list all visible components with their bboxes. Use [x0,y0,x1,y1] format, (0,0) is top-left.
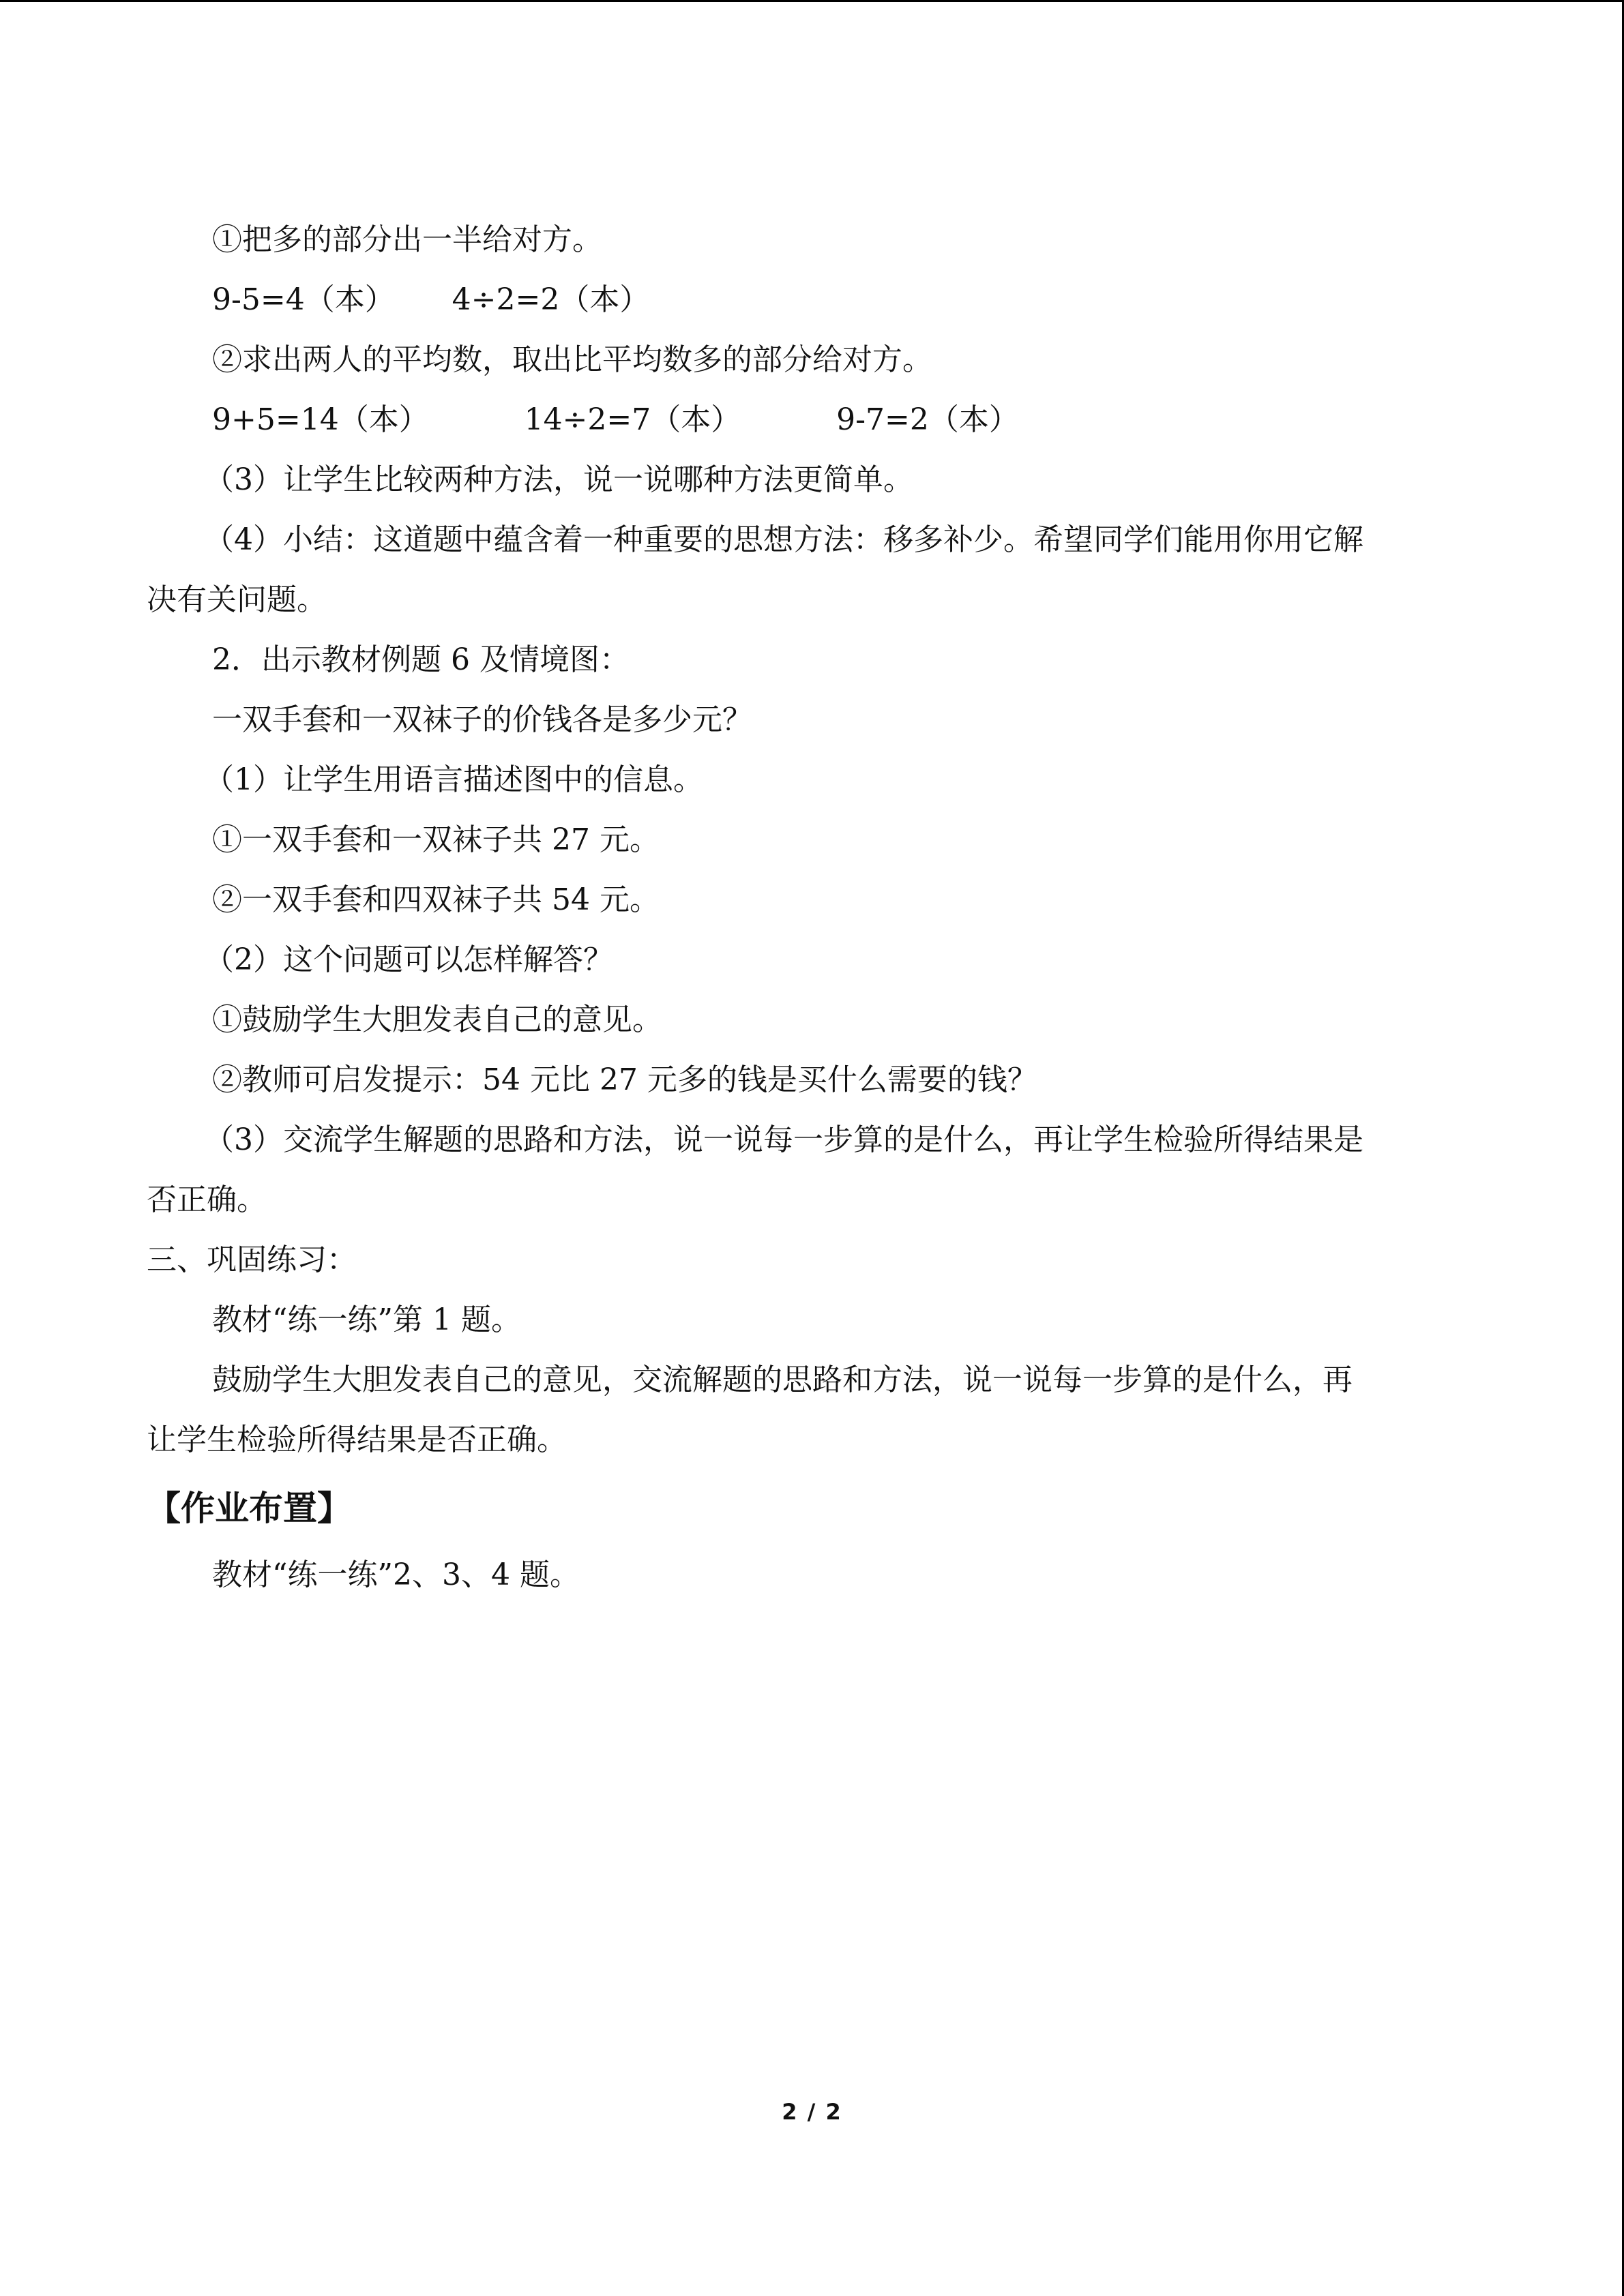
text-line: 鼓励学生大胆发表自己的意见，交流解题的思路和方法，说一说每一步算的是什么，再 [212,1362,1353,1397]
text-line: 2．出示教材例题 6 及情境图： [212,642,630,677]
text-line: （3）交流学生解题的思路和方法，说一说每一步算的是什么，再让学生检验所得结果是 [204,1122,1363,1157]
text-line: 否正确。 [147,1182,267,1217]
text-line: （4）小结：这道题中蕴含着一种重要的思想方法：移多补少。希望同学们能用你用它解 [204,522,1363,557]
page-top-border [0,0,1624,2]
text-line: 让学生检验所得结果是否正确。 [147,1422,567,1457]
text-line: （1）让学生用语言描述图中的信息。 [204,762,703,797]
text-line: ①把多的部分出一半给对方。 [212,222,602,257]
text-line: ②求出两人的平均数，取出比平均数多的部分给对方。 [212,342,932,377]
text-line: 一双手套和一双袜子的价钱各是多少元？ [212,702,752,737]
text-line: 教材“练一练”第 1 题。 [212,1302,521,1337]
homework-heading: 【作业布置】 [147,1489,351,1528]
text-line: ②一双手套和四双袜子共 54 元。 [212,882,660,917]
text-line: 决有关问题。 [147,582,327,617]
text-line: 9+5=14（本） 14÷2=7（本） 9-7=2（本） [212,402,1019,437]
document-body [147,210,1483,1605]
section-title: 三、巩固练习： [147,1242,357,1277]
page-number: 2 / 2 [782,2099,842,2125]
text-line: 9-5=4（本） 4÷2=2（本） [212,282,650,317]
homework-text: 教材“练一练”2、3、4 题。 [212,1557,580,1592]
text-line: （3）让学生比较两种方法，说一说哪种方法更简单。 [204,462,913,497]
text-line: （2）这个问题可以怎样解答？ [204,942,613,977]
text-line: ①一双手套和一双袜子共 27 元。 [212,822,660,857]
text-line: ②教师可启发提示：54 元比 27 元多的钱是买什么需要的钱？ [212,1062,1037,1097]
text-line: ①鼓励学生大胆发表自己的意见。 [212,1002,662,1037]
